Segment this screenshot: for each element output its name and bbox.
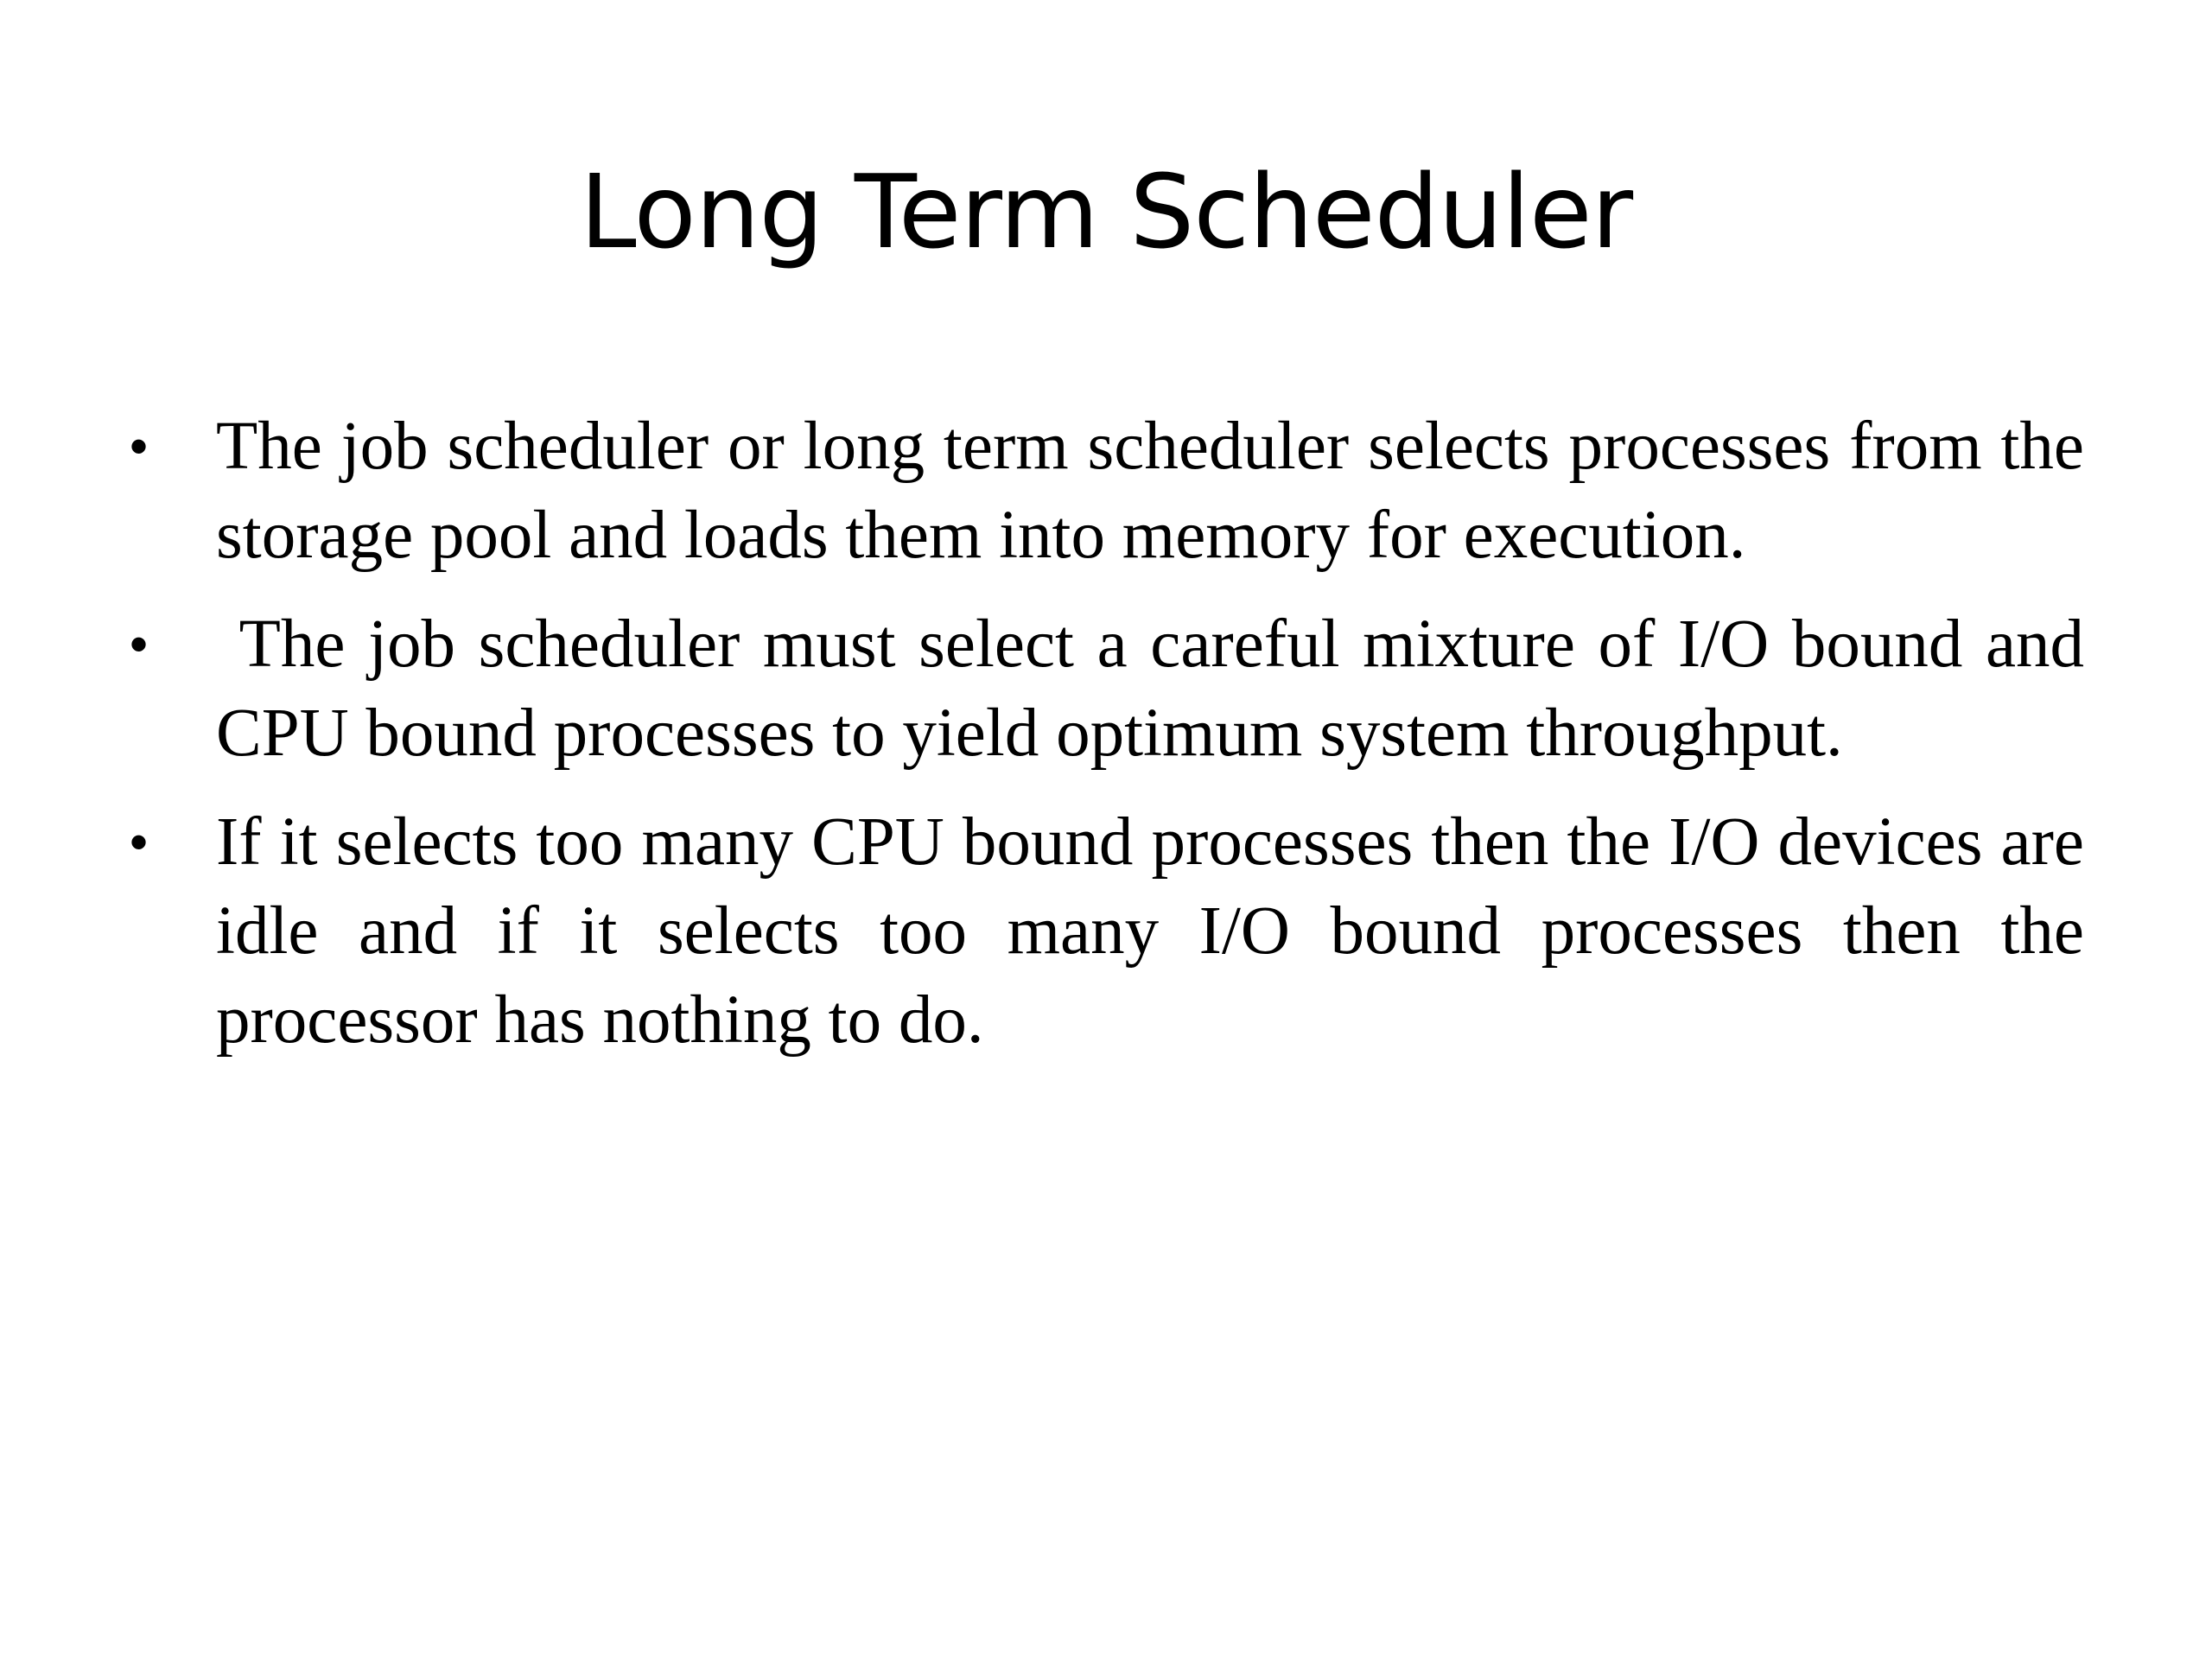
bullet-list <box>130 402 2101 1084</box>
bullet-item-3 <box>130 798 2084 1065</box>
bullet-text: If it selects too many CPU bound processes then the I/O devices are idle and if it selects too many I/O bound processes then the processor has nothing to do. <box>216 804 2084 1058</box>
bullet-icon: • <box>130 417 149 475</box>
slide-title: Long Term Scheduler <box>579 152 1633 271</box>
bullet-item-1 <box>130 402 2084 580</box>
bullet-item-2 <box>130 600 2101 778</box>
bullet-icon: • <box>130 615 149 673</box>
bullet-icon: • <box>130 813 149 871</box>
bullet-text: The job scheduler must select a careful mixture of I/O bound and CPU bound processes to yield optimum system throughput. <box>216 607 2101 771</box>
bullet-text: The job scheduler or long term scheduler selects processes from the storage pool and loads them into memory for execution. <box>216 409 2084 573</box>
